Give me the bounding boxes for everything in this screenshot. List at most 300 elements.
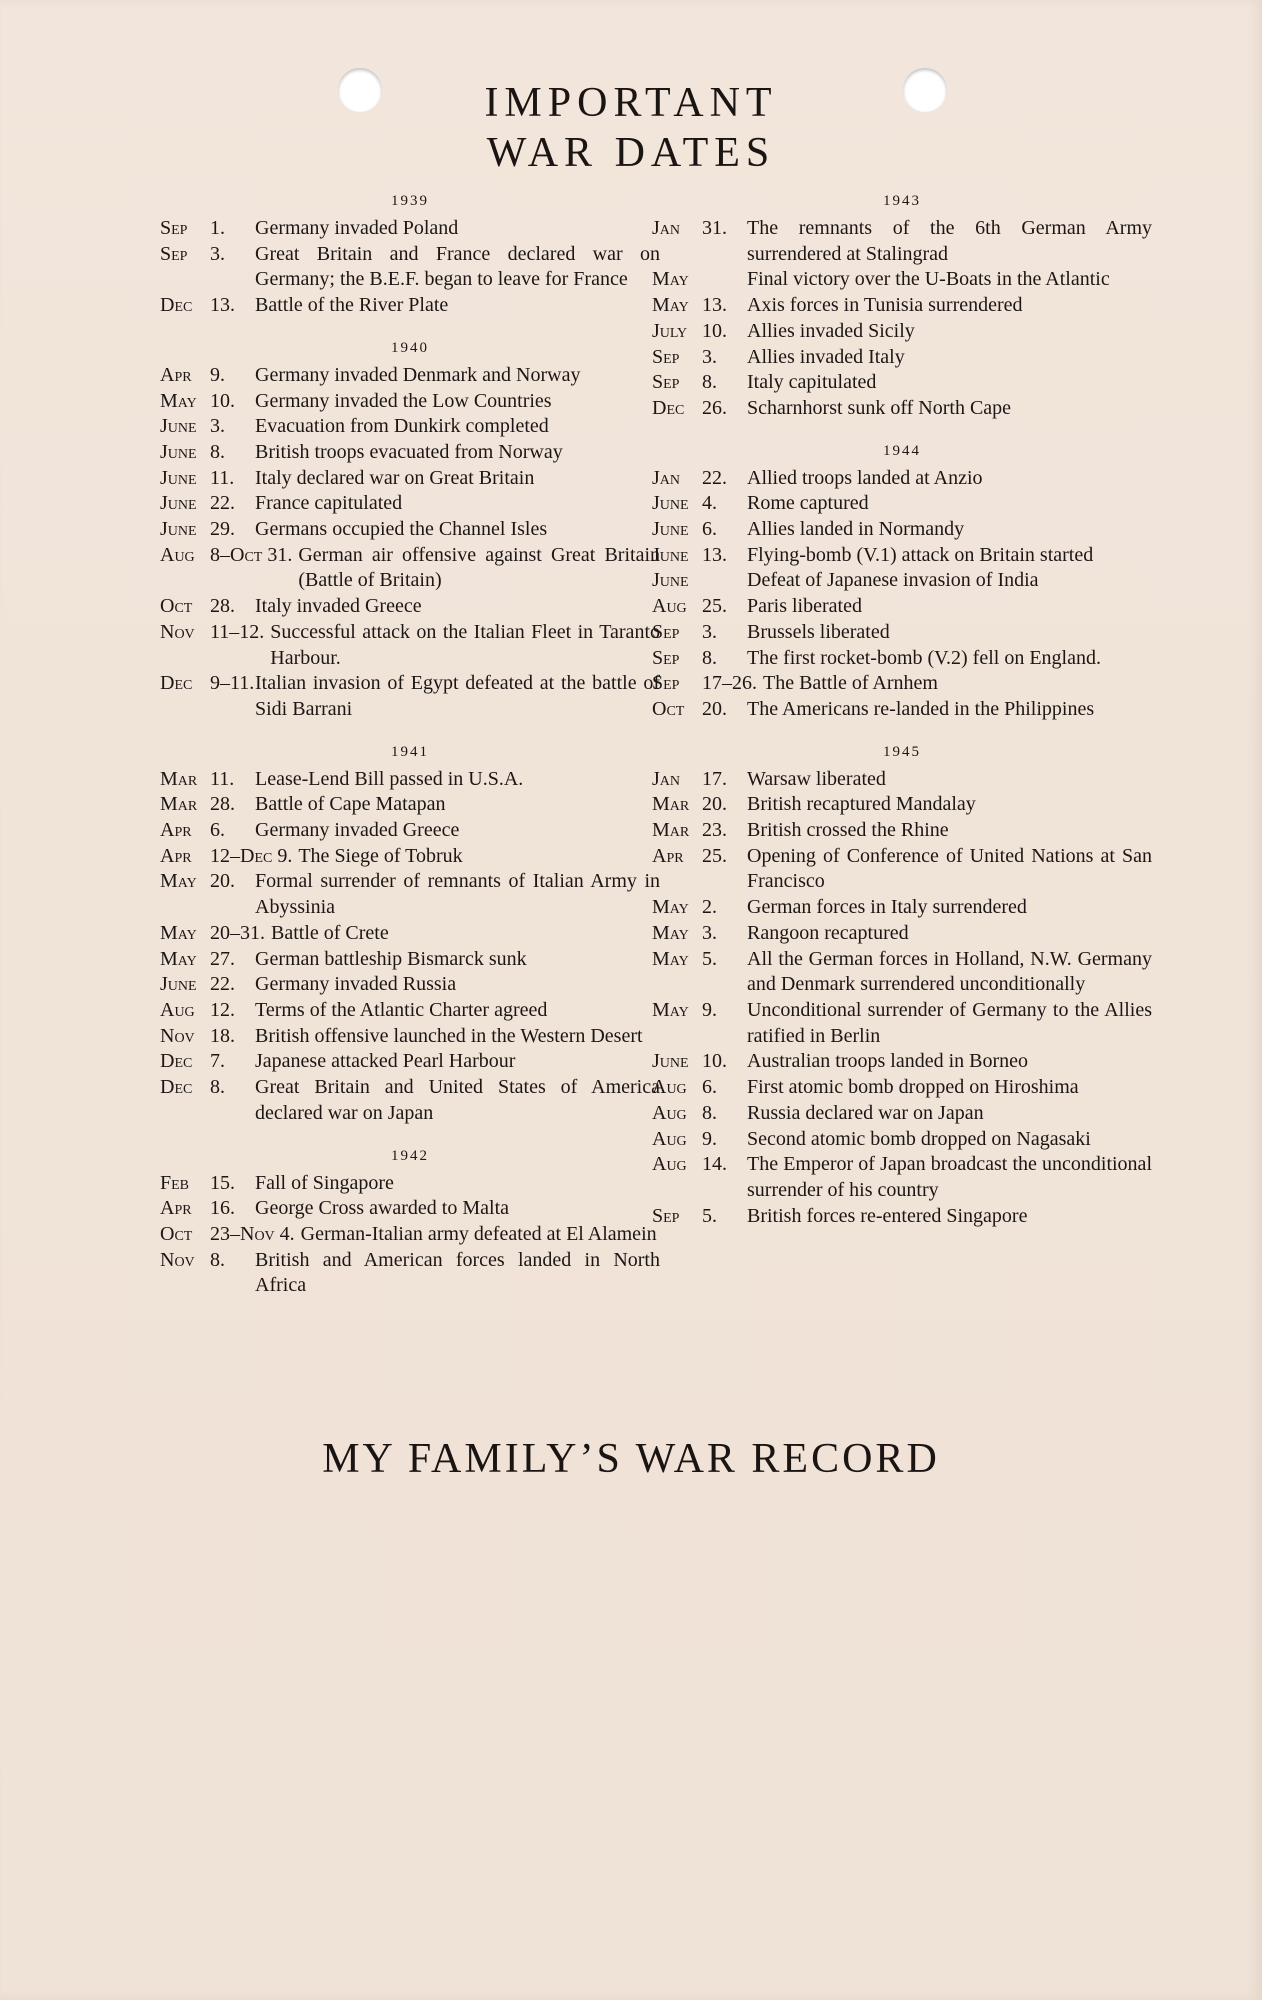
entry-text: Evacuation from Dunkirk completed (255, 415, 549, 438)
entry-text: Formal surrender of remnants of Italian Army in Abyssinia (255, 870, 660, 919)
right-column (652, 190, 1152, 1247)
date-entry (652, 1049, 1152, 1075)
entry-day: 3. (210, 242, 225, 265)
entry-date (160, 921, 265, 947)
entry-date (652, 396, 747, 422)
entry-text: Germany invaded Poland (255, 217, 459, 239)
title-line-2: WAR DATES (486, 130, 776, 176)
entry-date (160, 767, 255, 793)
entry-date (652, 671, 757, 697)
entry-month: Apr (652, 844, 684, 867)
entry-day: 10. (702, 1050, 727, 1073)
entry-month: Aug (652, 1101, 687, 1124)
entry-month: May (652, 998, 689, 1021)
entry-month: May (652, 896, 689, 919)
entry-text: Allied troops landed at Anzio (747, 466, 983, 489)
date-entry (160, 620, 660, 671)
entry-date (652, 517, 747, 543)
date-entry (160, 594, 660, 620)
entry-date (160, 947, 255, 973)
entry-month: Nov (160, 620, 195, 643)
entry-day: 8. (210, 1248, 225, 1271)
entry-month: Sep (652, 620, 680, 643)
entry-date (160, 293, 255, 319)
date-entry (652, 396, 1152, 422)
year-section (652, 190, 1152, 422)
entry-day: 3. (702, 620, 717, 643)
left-column (160, 190, 660, 1317)
entry-month: May (160, 947, 197, 970)
entry-text: Paris liberated (747, 595, 862, 618)
entry-day: 6. (210, 819, 225, 842)
entry-date (652, 1127, 747, 1153)
entry-date (652, 947, 747, 973)
entry-text: The Battle of Arnhem (763, 672, 938, 695)
entry-month: May (652, 947, 689, 970)
entry-date (652, 543, 747, 569)
entry-month: July (652, 319, 688, 342)
year-section (160, 190, 660, 319)
entry-text: Allies landed in Normandy (747, 518, 965, 541)
entry-day: 9–11. (210, 672, 255, 695)
entry-month: Sep (652, 371, 680, 394)
entry-date (652, 620, 747, 646)
date-entry (652, 1075, 1152, 1101)
entry-date (160, 1248, 255, 1274)
entry-date (652, 1204, 747, 1230)
entry-month: June (160, 440, 197, 463)
entry-month: May (160, 921, 197, 944)
entry-date (652, 267, 747, 293)
entry-text: Rome captured (747, 492, 869, 515)
entry-date (160, 1222, 295, 1248)
entry-month: Sep (652, 672, 680, 695)
entry-date (160, 1049, 255, 1075)
entry-text: Russia declared war on Japan (747, 1101, 984, 1124)
entry-month: Apr (160, 1197, 192, 1220)
entry-text: Italian invasion of Egypt defeated at the battle of Sidi Barrani (255, 672, 660, 720)
entry-text: German battleship Bismarck sunk (255, 947, 527, 970)
entry-date (160, 1024, 255, 1050)
entry-month: Jan (652, 767, 681, 790)
date-entry (652, 792, 1152, 818)
entry-text: Second atomic bomb dropped on Nagasaki (747, 1127, 1091, 1150)
entry-text: Germany invaded Russia (255, 973, 457, 996)
date-entry (652, 568, 1152, 594)
date-entry (652, 517, 1152, 543)
year-heading: 1942 (391, 1147, 429, 1164)
entry-month: Apr (160, 363, 192, 386)
entry-day: 8. (702, 371, 717, 394)
entry-date (652, 345, 747, 371)
year-heading: 1940 (391, 339, 429, 356)
entry-month: Nov (160, 1248, 195, 1271)
entry-day: 6. (702, 518, 717, 541)
entry-text: Final victory over the U-Boats in the Atlantic (747, 268, 1110, 291)
entry-date (160, 1171, 255, 1197)
entry-text: George Cross awarded to Malta (255, 1197, 510, 1220)
entry-text: Opening of Conference of United Nations at San Francisco (747, 844, 1152, 893)
entry-day: 22. (210, 492, 235, 515)
entry-month: Sep (652, 646, 680, 669)
entry-date (652, 319, 747, 345)
entry-text: Fall of Singapore (255, 1171, 394, 1194)
entry-month: Aug (160, 543, 195, 566)
entry-day: 16. (210, 1197, 235, 1220)
date-entry (652, 466, 1152, 492)
entry-text: Germans occupied the Channel Isles (255, 518, 548, 541)
entry-text: Brussels liberated (747, 620, 890, 643)
date-entry (160, 947, 660, 973)
entry-text: Axis forces in Tunisia surrendered (747, 294, 1023, 317)
entry-text: Italy invaded Greece (255, 595, 422, 618)
entry-day: 11. (210, 767, 235, 790)
entry-month: Oct (160, 1222, 193, 1245)
entry-month: May (652, 921, 689, 944)
date-entry (652, 620, 1152, 646)
entry-month: June (160, 973, 197, 996)
entry-date (652, 697, 747, 723)
entry-date (160, 491, 255, 517)
entry-text: British troops evacuated from Norway (255, 440, 563, 463)
entry-date (652, 568, 747, 594)
entry-day: 23–Nov 4. (210, 1222, 295, 1245)
entry-month: Oct (652, 697, 685, 720)
entry-day: 22. (702, 466, 727, 489)
entry-month: Aug (160, 998, 195, 1021)
date-entry (160, 1024, 660, 1050)
year-heading: 1943 (883, 193, 921, 209)
entry-date (652, 370, 747, 396)
date-entry (652, 1101, 1152, 1127)
date-entry (652, 646, 1152, 672)
entry-text: Flying-bomb (V.1) attack on Britain started (747, 543, 1094, 566)
entry-text: Great Britain and United States of America declared war on Japan (255, 1076, 660, 1124)
date-entry (160, 1222, 660, 1248)
entry-day: 20. (702, 697, 727, 720)
entry-day: 12–Dec 9. (210, 844, 293, 867)
date-entry (652, 921, 1152, 947)
entry-date (160, 818, 255, 844)
entry-date (160, 844, 292, 870)
entry-day: 4. (702, 492, 717, 515)
entry-day: 11–12. (210, 620, 265, 643)
date-entry (160, 293, 660, 319)
date-entry (652, 491, 1152, 517)
date-entry (652, 1127, 1152, 1153)
entry-text: First atomic bomb dropped on Hiroshima (747, 1076, 1079, 1099)
entry-text: The Siege of Tobruk (298, 844, 463, 867)
entry-date (160, 671, 255, 697)
entry-text: British and American forces landed in North Africa (255, 1248, 660, 1297)
entry-day: 11. (210, 466, 235, 489)
entry-month: Sep (160, 217, 188, 239)
entry-month: Dec (652, 396, 685, 419)
entry-date (160, 517, 255, 543)
entry-text: Allies invaded Italy (747, 345, 905, 368)
entry-month: June (652, 543, 689, 566)
entry-text: Australian troops landed in Borneo (747, 1050, 1029, 1073)
entry-month: June (160, 492, 197, 515)
entry-text: Successful attack on the Italian Fleet in Taranto Harbour. (270, 620, 660, 669)
entry-month: Aug (652, 1076, 687, 1099)
entry-day: 13. (702, 543, 727, 566)
entry-date (160, 543, 292, 569)
entry-date (652, 491, 747, 517)
entry-day: 12. (210, 998, 235, 1021)
date-entry (160, 363, 660, 389)
date-entry (652, 370, 1152, 396)
entry-text: British forces re-entered Singapore (747, 1204, 1028, 1227)
entry-day: 27. (210, 947, 235, 970)
date-entry (160, 921, 660, 947)
entry-day: 8. (702, 1101, 717, 1124)
date-entry (652, 767, 1152, 793)
entry-day: 8. (702, 646, 717, 669)
year-heading: 1941 (391, 743, 429, 760)
entry-day: 3. (702, 921, 717, 944)
date-entry (160, 414, 660, 440)
entry-text: German air offensive against Great Britain (Battle of Britain) (298, 543, 660, 592)
entry-month: June (652, 518, 689, 541)
entry-month: Mar (652, 793, 690, 816)
entry-date (652, 1101, 747, 1127)
entry-month: Mar (160, 767, 198, 790)
date-entry (160, 671, 660, 722)
entry-month: Dec (160, 1076, 193, 1099)
date-entry (160, 1049, 660, 1075)
entry-date (160, 414, 255, 440)
date-entry (652, 844, 1152, 895)
entry-month: Nov (160, 1024, 195, 1047)
date-entry (160, 818, 660, 844)
entry-text: The remnants of the 6th German Army surrendered at Stalingrad (747, 217, 1152, 265)
date-entry (652, 895, 1152, 921)
entry-date (652, 998, 747, 1024)
entry-day: 8–Oct 31. (210, 543, 293, 566)
entry-day: 22. (210, 973, 235, 996)
entry-month: Jan (652, 466, 681, 489)
entry-text: Battle of Cape Matapan (255, 793, 446, 816)
date-entry (160, 792, 660, 818)
entry-day: 29. (210, 518, 235, 541)
entry-day: 25. (702, 595, 727, 618)
entry-date (652, 1075, 747, 1101)
entry-month: Sep (652, 345, 680, 368)
entry-date (652, 895, 747, 921)
entry-day: 17. (702, 767, 727, 790)
entry-date (160, 869, 255, 895)
entry-date (160, 363, 255, 389)
date-entry (160, 1248, 660, 1299)
year-section (652, 440, 1152, 723)
entry-day: 5. (702, 947, 717, 970)
entry-day: 20. (702, 793, 727, 816)
year-section (160, 741, 660, 1127)
entry-date (652, 921, 747, 947)
entry-text: Italy capitulated (747, 371, 877, 394)
entry-date (652, 216, 747, 242)
year-heading: 1945 (883, 743, 921, 760)
entry-text: Battle of the River Plate (255, 294, 449, 317)
entry-day: 23. (702, 819, 727, 842)
entry-date (160, 1196, 255, 1222)
entry-text: France capitulated (255, 492, 403, 515)
date-entry (652, 947, 1152, 998)
entry-text: The Emperor of Japan broadcast the unconditional surrender of his country (747, 1153, 1152, 1201)
entry-month: Oct (160, 595, 193, 618)
entry-day: 9. (702, 1127, 717, 1150)
entry-day: 26. (702, 396, 727, 419)
date-entry (160, 1171, 660, 1197)
entry-month: June (160, 466, 197, 489)
entry-month: Jan (652, 217, 681, 239)
date-entry (160, 517, 660, 543)
entry-text: The Americans re-landed in the Philippines (747, 697, 1095, 720)
entry-date (652, 646, 747, 672)
entry-date (652, 293, 747, 319)
entry-date (160, 998, 255, 1024)
entry-day: 28. (210, 595, 235, 618)
date-entry (652, 671, 1152, 697)
entry-text: British offensive launched in the Western Desert (255, 1024, 643, 1047)
entry-day: 8. (210, 1076, 225, 1099)
entry-text: Scharnhorst sunk off North Cape (747, 396, 1012, 419)
entry-month: Feb (160, 1171, 190, 1194)
footer-heading: MY FAMILY’S WAR RECORD (322, 1436, 940, 1482)
entry-month: Aug (652, 595, 687, 618)
entry-month: Mar (160, 793, 198, 816)
entry-day: 28. (210, 793, 235, 816)
entry-text: Lease-Lend Bill passed in U.S.A. (255, 767, 524, 790)
date-entry (160, 543, 660, 594)
entry-text: Germany invaded Greece (255, 819, 460, 842)
entry-text: Italy declared war on Great Britain (255, 466, 535, 489)
entry-month: Dec (160, 672, 193, 695)
entry-date (652, 792, 747, 818)
entry-day: 31. (702, 217, 727, 239)
date-entry (652, 319, 1152, 345)
date-entry (652, 697, 1152, 723)
entry-date (160, 242, 255, 268)
entry-day: 20. (210, 870, 235, 893)
entry-day: 17–26. (702, 672, 757, 695)
entry-date (652, 767, 747, 793)
entry-date (160, 792, 255, 818)
entry-date (160, 440, 255, 466)
entry-text: Terms of the Atlantic Charter agreed (255, 998, 548, 1021)
entry-date (160, 216, 255, 242)
entry-text: German-Italian army defeated at El Alamein (300, 1222, 657, 1245)
entry-text: British crossed the Rhine (747, 819, 949, 842)
entry-text: Defeat of Japanese invasion of India (747, 569, 1039, 592)
date-entry (652, 345, 1152, 371)
date-entry (160, 242, 660, 293)
entry-month: Sep (160, 242, 188, 265)
entry-month: June (652, 569, 689, 592)
year-heading: 1939 (391, 193, 429, 209)
date-entry (652, 1152, 1152, 1203)
entry-day: 5. (702, 1204, 717, 1227)
date-entry (160, 1196, 660, 1222)
entry-month: May (160, 389, 197, 412)
entry-date (652, 1152, 747, 1178)
date-entry (160, 869, 660, 920)
entry-date (652, 594, 747, 620)
entry-date (652, 818, 747, 844)
entry-text: The first rocket-bomb (V.2) fell on England. (747, 646, 1101, 669)
entry-date (160, 972, 255, 998)
entry-month: June (160, 518, 197, 541)
date-entry (160, 844, 660, 870)
entry-day: 10. (702, 319, 727, 342)
entry-day: 6. (702, 1076, 717, 1099)
date-entry (160, 491, 660, 517)
date-entry (160, 216, 660, 242)
date-entry (652, 818, 1152, 844)
title-line-1: IMPORTANT (484, 80, 778, 126)
date-entry (160, 998, 660, 1024)
entry-day: 13. (702, 294, 727, 317)
entry-month: May (652, 294, 689, 317)
date-entry (652, 594, 1152, 620)
entry-date (160, 389, 255, 415)
year-section (160, 337, 660, 723)
date-entry (652, 216, 1152, 267)
entry-day: 9. (702, 998, 717, 1021)
date-entry (160, 440, 660, 466)
entry-text: Rangoon recaptured (747, 921, 909, 944)
entry-day: 14. (702, 1153, 727, 1176)
entry-day: 25. (702, 844, 727, 867)
entry-text: Allies invaded Sicily (747, 319, 915, 342)
date-entry (160, 1075, 660, 1126)
entry-date (160, 1075, 255, 1101)
entry-month: May (652, 268, 689, 291)
entry-text: Germany invaded Denmark and Norway (255, 363, 581, 386)
entry-text: German forces in Italy surrendered (747, 896, 1027, 919)
entry-month: May (160, 870, 197, 893)
entry-month: Aug (652, 1153, 687, 1176)
entry-day: 15. (210, 1171, 235, 1194)
entry-day: 10. (210, 389, 235, 412)
date-entry (652, 998, 1152, 1049)
entry-month: Apr (160, 819, 192, 842)
entry-date (160, 466, 255, 492)
date-entry (160, 389, 660, 415)
entry-day: 7. (210, 1050, 225, 1073)
date-entry (652, 267, 1152, 293)
date-entry (160, 767, 660, 793)
year-heading: 1944 (883, 442, 921, 459)
entry-date (160, 594, 255, 620)
year-section (160, 1145, 660, 1300)
entry-date (652, 466, 747, 492)
entry-month: June (160, 415, 197, 438)
entry-text: British recaptured Mandalay (747, 793, 976, 816)
entry-text: All the German forces in Holland, N.W. Germany and Denmark surrendered unconditionally (747, 947, 1152, 996)
entry-date (652, 1049, 747, 1075)
year-section (652, 741, 1152, 1230)
entry-day: 3. (210, 415, 225, 438)
date-entry (652, 293, 1152, 319)
entry-month: Mar (652, 819, 690, 842)
entry-text: Germany invaded the Low Countries (255, 389, 552, 412)
entry-text: Battle of Crete (271, 921, 389, 944)
entry-day: 8. (210, 440, 225, 463)
entry-month: Sep (652, 1204, 680, 1227)
entry-day: 3. (702, 345, 717, 368)
